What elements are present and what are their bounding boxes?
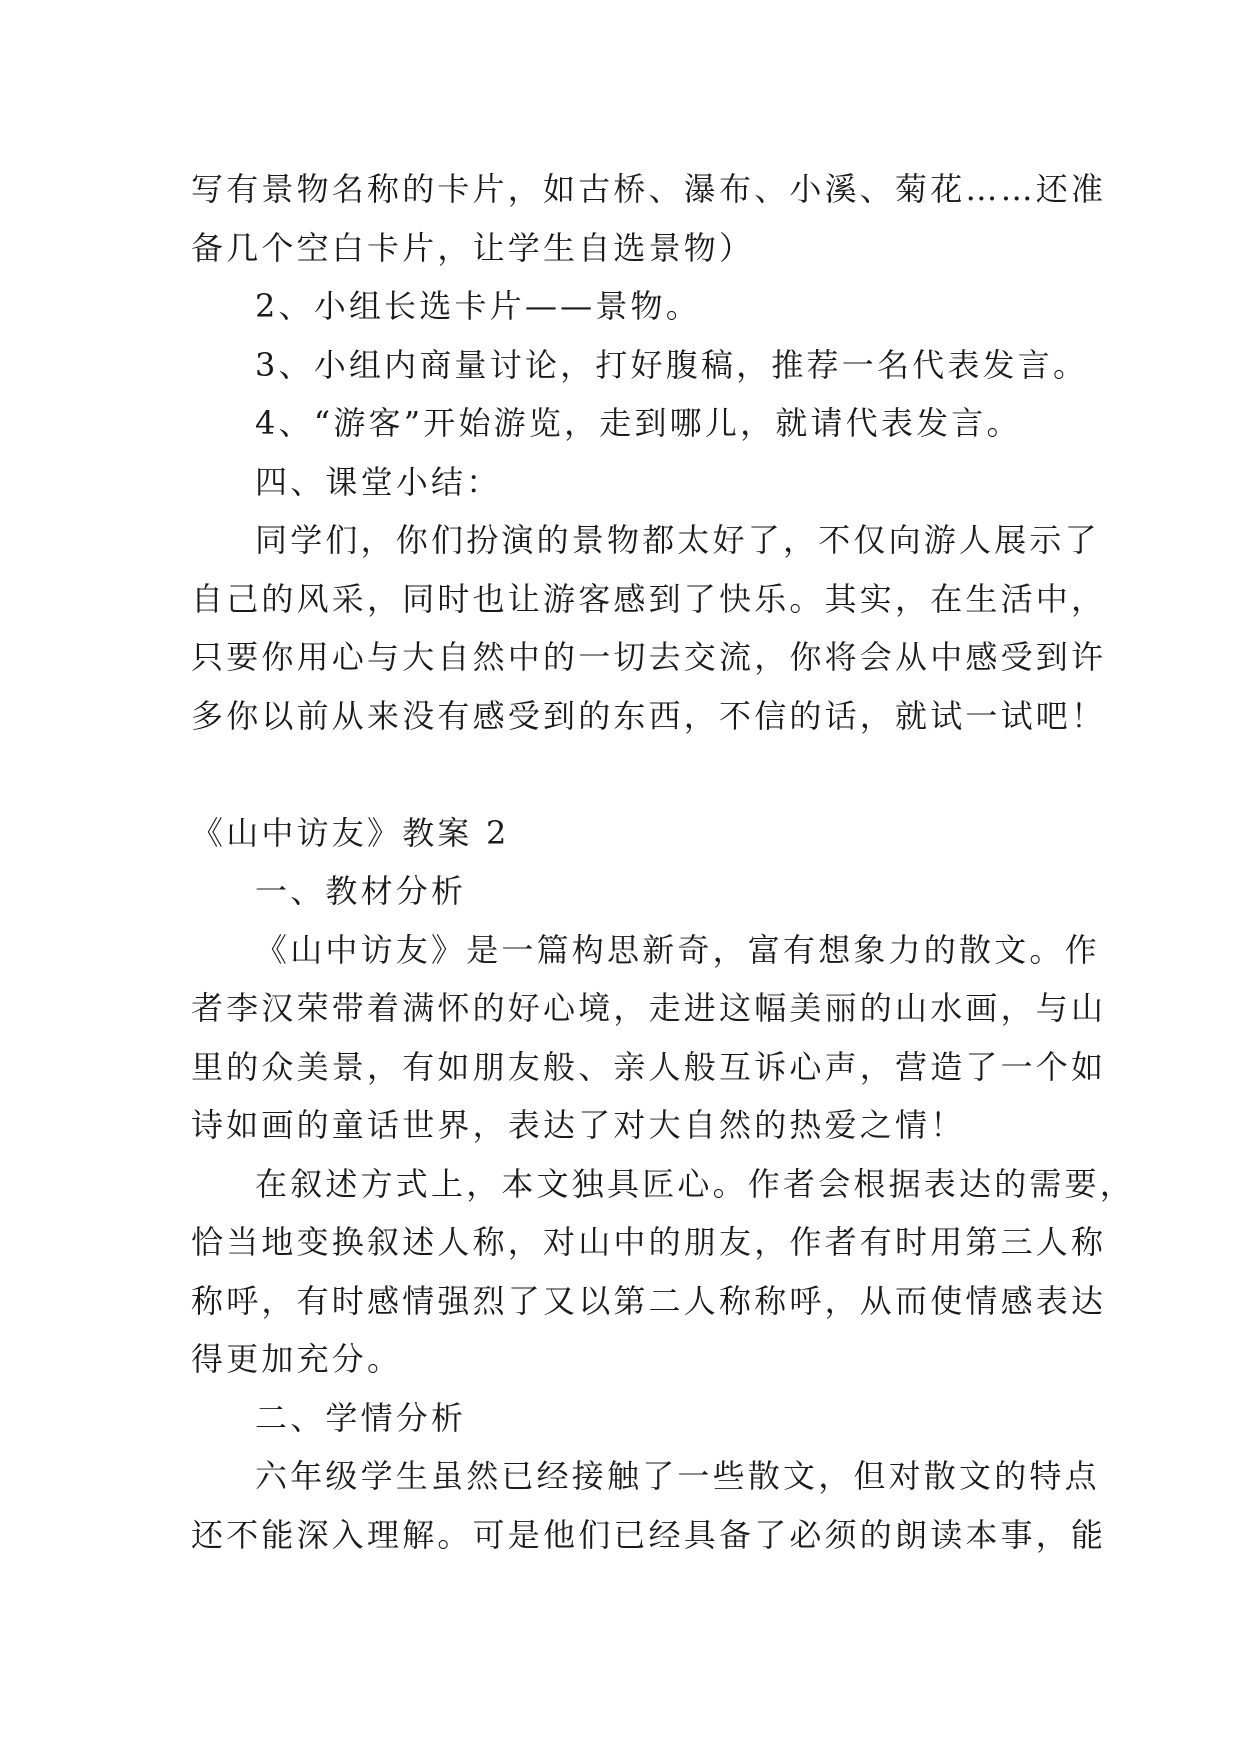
section-heading: 四、课堂小结： — [255, 462, 502, 501]
text-line: 恰当地变换叙述人称，对山中的朋友，作者有时用第三人称 — [191, 1223, 1107, 1261]
list-item: 2、小组长选卡片——景物。 — [255, 287, 701, 325]
document-body — [191, 160, 1136, 1564]
document-title: 《山中访友》教案 2 — [191, 813, 510, 852]
text-line: 写有景物名称的卡片，如古桥、瀑布、小溪、菊花……还准 — [191, 170, 1107, 208]
section-heading: 二、学情分析 — [255, 1398, 467, 1437]
text-line: 还不能深入理解。可是他们已经具备了必须的朗读本事，能 — [191, 1515, 1107, 1554]
list-item: 3、小组内商量讨论，打好腹稿，推荐一名代表发言。 — [255, 345, 1089, 384]
text-line: 得更加充分。 — [191, 1340, 403, 1378]
text-line: 备几个空白卡片，让学生自选景物） — [191, 228, 755, 267]
text-line: 多你以前从来没有感受到的东西，不信的话，就试一试吧！ — [191, 696, 1107, 735]
list-item: 4、“游客”开始游览，走到哪儿，就请代表发言。 — [255, 404, 1022, 442]
text-line: 诗如画的童话世界，表达了对大自然的热爱之情！ — [191, 1106, 966, 1144]
text-line: 在叙述方式上，本文独具匠心。作者会根据表达的需要， — [255, 1164, 1136, 1203]
text-line: 自己的风采，同时也让游客感到了快乐。其实，在生活中， — [191, 579, 1107, 618]
text-line: 称呼，有时感情强烈了又以第二人称称呼，从而使情感表达 — [191, 1281, 1107, 1320]
text-line: 者李汉荣带着满怀的好心境，走进这幅美丽的山水画，与山 — [191, 989, 1107, 1027]
text-line: 同学们，你们扮演的景物都太好了，不仅向游人展示了 — [255, 521, 1100, 559]
section-heading: 一、教材分析 — [255, 872, 467, 910]
paragraph-gap — [191, 745, 1071, 804]
text-line: 里的众美景，有如朋友般、亲人般互诉心声，营造了一个如 — [191, 1047, 1107, 1086]
text-line: 《山中访友》是一篇构思新奇，富有想象力的散文。作 — [255, 930, 1100, 969]
text-line: 只要你用心与大自然中的一切去交流，你将会从中感受到许 — [191, 638, 1107, 676]
text-line: 六年级学生虽然已经接触了一些散文，但对散文的特点 — [255, 1457, 1100, 1495]
